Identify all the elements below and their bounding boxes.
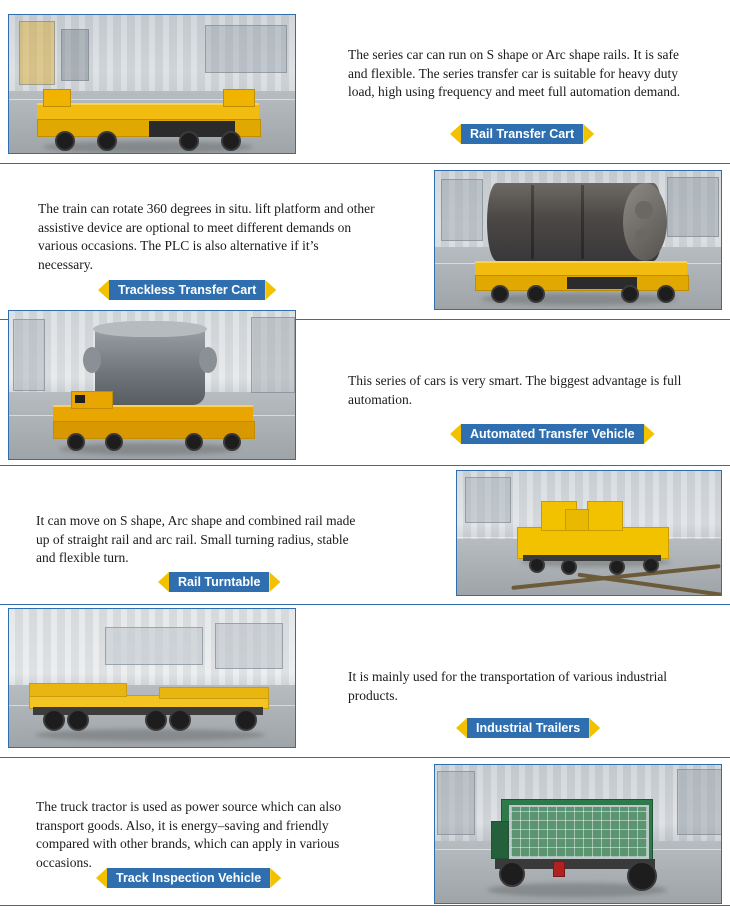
label-industrial-trailers [456,718,600,738]
text-automated-transfer-vehicle: This series of cars is very smart. The biggest advantage is full automation. [348,373,682,407]
banner-label: Track Inspection Vehicle [107,868,270,888]
banner-left-arrow-icon [450,424,461,444]
banner-right-arrow-icon [265,280,276,300]
banner-label: Rail Turntable [169,572,269,592]
label-track-inspection-vehicle [96,868,281,888]
banner-label: Rail Transfer Cart [461,124,583,144]
label-trackless-transfer-cart [98,280,276,300]
divider-4 [0,604,730,605]
banner-right-arrow-icon [583,124,594,144]
text-trackless-transfer-cart: The train can rotate 360 degrees in situ. lift platform and other assistive device are optional to meet different demands on various occasions. The PLC is also alternative if it’s necessary. [38,201,375,272]
label-rail-turntable [158,572,280,592]
photo-rail-transfer-cart [8,14,296,154]
banner-left-arrow-icon [96,868,107,888]
photo-industrial-trailers [8,608,296,748]
banner-right-arrow-icon [589,718,600,738]
photo-rail-turntable [456,470,722,596]
divider-5 [0,757,730,758]
text-track-inspection-vehicle: The truck tractor is used as power source which can also transport goods. Also, it is energy–saving and friendly compared with other brands, which can apply in various occasions. [36,799,342,870]
label-automated-transfer-vehicle [450,424,655,444]
divider-1 [0,163,730,164]
banner-label: Trackless Transfer Cart [109,280,265,300]
banner-left-arrow-icon [450,124,461,144]
divider-6 [0,905,730,906]
photo-automated-transfer-vehicle [8,310,296,460]
banner-label: Automated Transfer Vehicle [461,424,644,444]
banner-left-arrow-icon [456,718,467,738]
banner-right-arrow-icon [644,424,655,444]
banner-right-arrow-icon [269,572,280,592]
banner-left-arrow-icon [158,572,169,592]
banner-label: Industrial Trailers [467,718,589,738]
photo-track-inspection-vehicle [434,764,722,904]
text-rail-transfer-cart: The series car can run on S shape or Arc shape rails. It is safe and flexible. The series transfer car is suitable for heavy duty load, high using frequency and meet full automation demand. [348,47,681,99]
banner-left-arrow-icon [98,280,109,300]
text-rail-turntable: It can move on S shape, Arc shape and combined rail made up of straight rail and arc rail. Small turning radius, stable and flexible turn. [36,513,356,565]
banner-right-arrow-icon [270,868,281,888]
photo-trackless-transfer-cart [434,170,722,310]
label-rail-transfer-cart [450,124,594,144]
text-industrial-trailers: It is mainly used for the transportation of various industrial products. [348,669,668,703]
divider-3 [0,465,730,466]
